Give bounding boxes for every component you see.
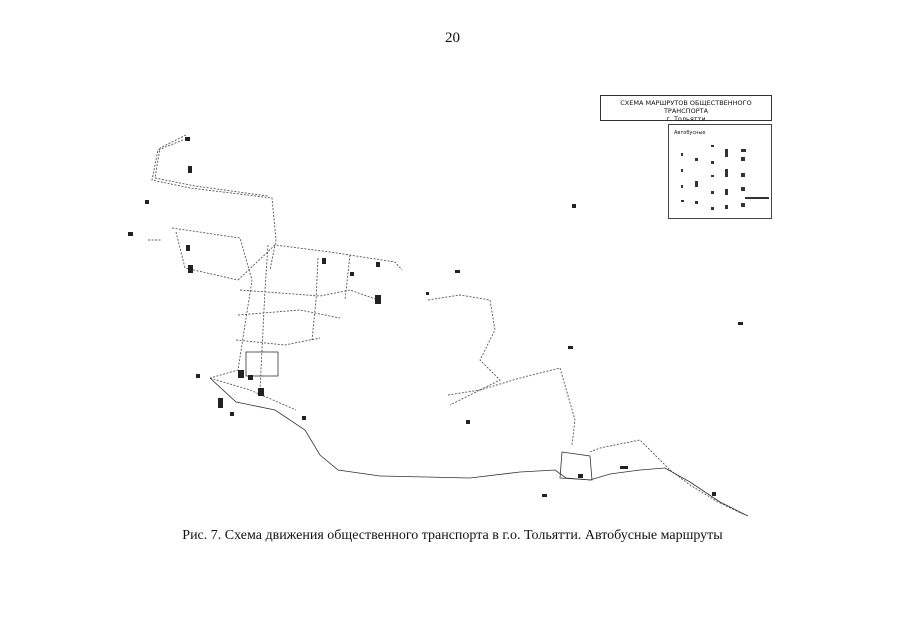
route-line bbox=[236, 338, 320, 345]
legend-title bbox=[600, 95, 772, 121]
stop-marker bbox=[196, 374, 200, 378]
stop-marker bbox=[145, 200, 149, 204]
legend-symbol bbox=[741, 203, 745, 207]
legend-symbol bbox=[741, 157, 745, 161]
legend-symbol bbox=[725, 149, 728, 157]
route-line bbox=[152, 140, 276, 270]
legend-symbol bbox=[711, 207, 714, 210]
stop-marker bbox=[238, 370, 244, 378]
stop-marker bbox=[542, 494, 547, 497]
route-line bbox=[176, 232, 238, 280]
legend-symbol bbox=[681, 169, 683, 172]
legend-heading: Автобусные bbox=[674, 130, 706, 136]
stop-marker bbox=[375, 295, 381, 304]
legend-symbol bbox=[695, 181, 698, 187]
stop-marker bbox=[350, 272, 354, 276]
route-line bbox=[428, 295, 500, 405]
route-line bbox=[260, 245, 268, 390]
route-line bbox=[240, 290, 378, 300]
stop-marker bbox=[572, 204, 576, 208]
district-frame bbox=[560, 452, 592, 480]
page-number: 20 bbox=[445, 30, 460, 46]
legend-symbol bbox=[725, 205, 728, 209]
legend-symbol bbox=[741, 173, 745, 177]
route-line bbox=[590, 440, 670, 470]
route-line bbox=[172, 228, 252, 378]
stop-marker bbox=[426, 292, 429, 295]
stop-marker bbox=[738, 322, 743, 325]
route-line bbox=[238, 310, 340, 318]
stop-marker bbox=[128, 232, 133, 236]
legend-symbol bbox=[725, 169, 728, 177]
stop-marker bbox=[620, 466, 628, 469]
legend-symbol bbox=[741, 187, 745, 191]
stop-marker bbox=[230, 412, 234, 416]
route-line bbox=[312, 258, 318, 340]
legend-symbol bbox=[711, 145, 714, 147]
stop-marker bbox=[186, 245, 190, 251]
stop-marker bbox=[578, 474, 583, 478]
stop-marker bbox=[376, 262, 380, 267]
stop-marker bbox=[248, 375, 253, 380]
stop-marker bbox=[218, 398, 223, 408]
legend-symbol bbox=[681, 153, 683, 156]
legend-symbol bbox=[711, 191, 714, 194]
legend-symbol bbox=[711, 175, 714, 177]
stop-marker bbox=[322, 258, 326, 264]
legend-symbol bbox=[681, 200, 684, 202]
figure-caption: Рис. 7. Схема движения общественного транспорта в г.о. Тольятти. Автобусные маршруты bbox=[182, 528, 723, 543]
legend-symbol bbox=[741, 149, 746, 152]
legend-symbol bbox=[695, 158, 698, 161]
stop-marker bbox=[188, 265, 193, 273]
stop-marker bbox=[185, 137, 190, 141]
stop-marker bbox=[188, 166, 192, 173]
legend-symbol bbox=[711, 161, 714, 164]
legend-symbol bbox=[681, 185, 683, 188]
shoreline bbox=[210, 378, 748, 516]
district-frame bbox=[246, 352, 278, 376]
legend-box bbox=[668, 124, 772, 219]
stop-marker bbox=[712, 492, 716, 496]
legend-symbol bbox=[745, 197, 769, 199]
stop-marker bbox=[258, 388, 264, 396]
legend-symbols bbox=[669, 125, 773, 220]
legend-symbol bbox=[695, 201, 698, 204]
stop-marker bbox=[455, 270, 460, 273]
stop-marker bbox=[568, 346, 573, 349]
legend-symbol bbox=[725, 189, 728, 195]
legend-title-line1: СХЕМА МАРШРУТОВ ОБЩЕСТВЕННОГО ТРАНСПОРТА bbox=[620, 99, 752, 115]
route-line bbox=[345, 255, 350, 300]
route-line bbox=[448, 368, 575, 445]
legend-title-line2: г. Тольятти bbox=[666, 115, 706, 123]
stop-marker bbox=[302, 416, 306, 420]
stop-marker bbox=[466, 420, 470, 424]
